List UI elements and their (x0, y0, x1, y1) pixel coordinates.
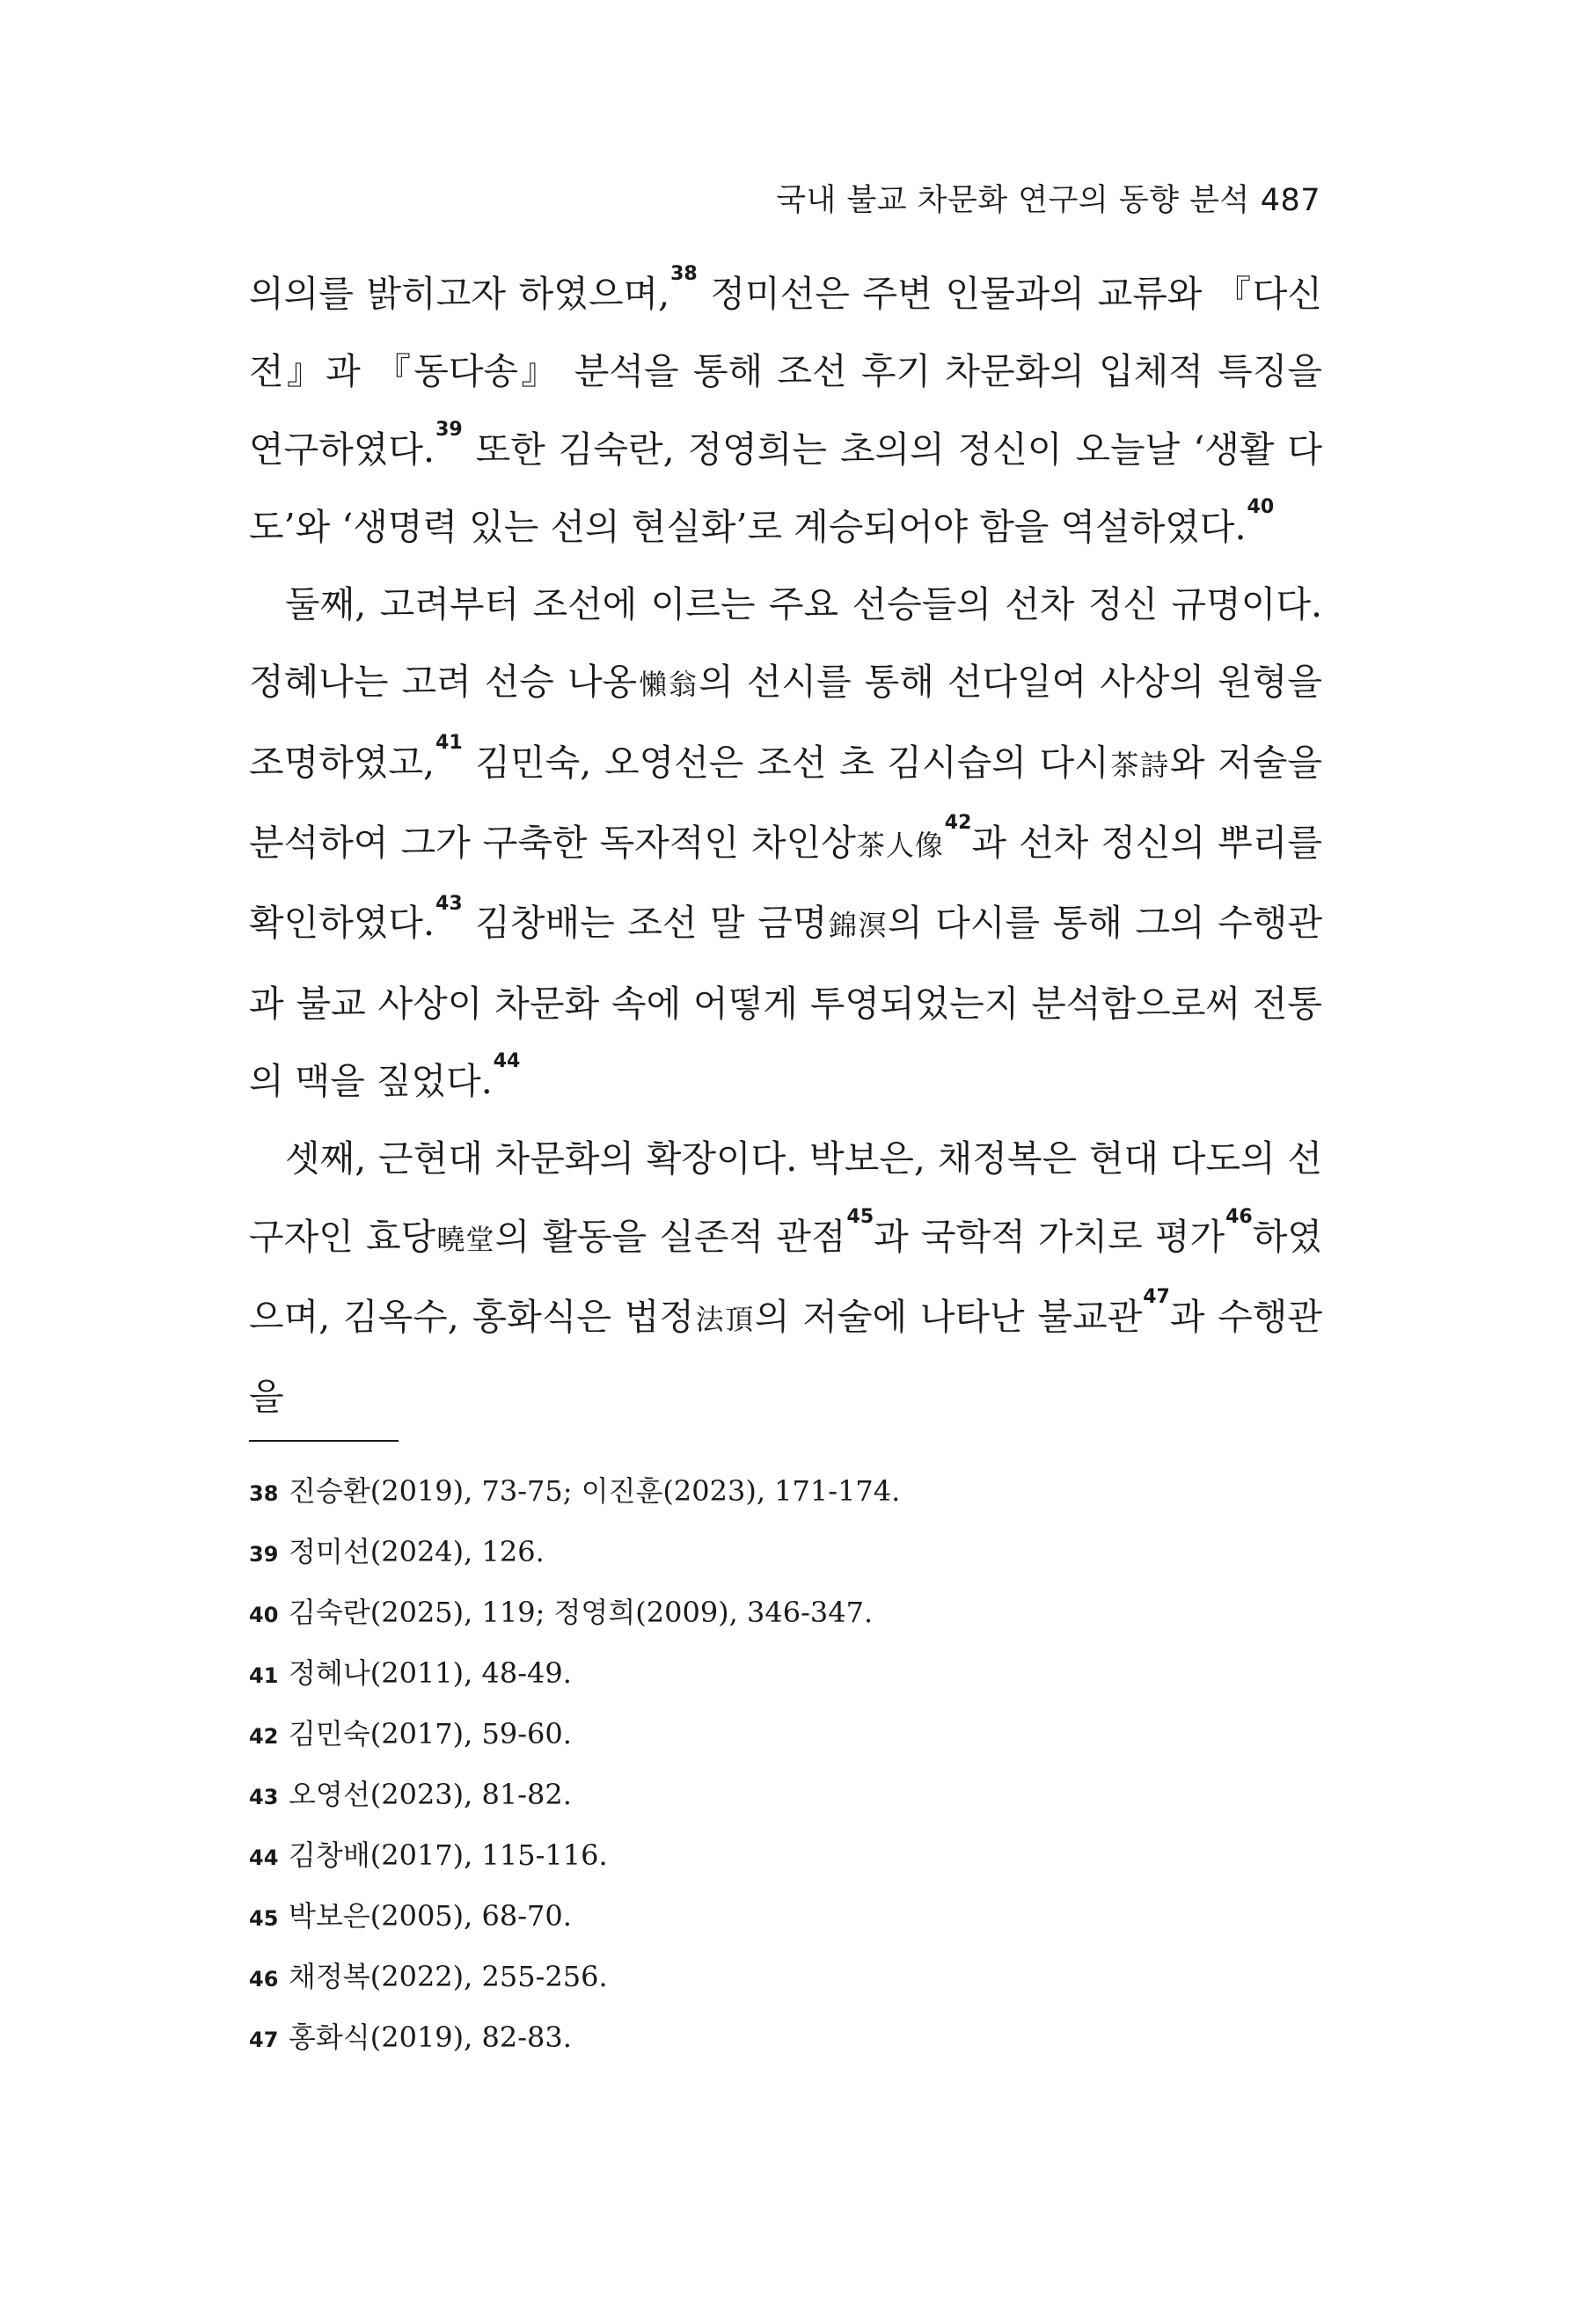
body-text (249, 255, 1322, 1436)
text-run: 셋째, 근현대 차문화의 확장이다. 박보은, 채정복은 현대 다도의 선구자인 효당 (249, 1137, 1322, 1258)
hanja-gloss: 法頂 (693, 1302, 755, 1336)
text-run: 의 저술에 나타난 불교관 (754, 1295, 1143, 1338)
footnote-ref-38[interactable]: 38 (670, 263, 698, 286)
footnote-item (249, 1707, 1322, 1768)
footnote-number: 38 (249, 1481, 279, 1506)
footnote-divider (249, 1440, 399, 1442)
running-header (776, 176, 1320, 220)
text-run: 의의를 밝히고자 하였으며, (249, 273, 670, 315)
paragraph-2 (249, 566, 1322, 1120)
running-title: 국내 불교 차문화 연구의 동향 분석 (776, 183, 1250, 218)
footnote-text: 정미선(2024), 126. (289, 1535, 545, 1568)
paragraph-3 (249, 1120, 1322, 1436)
footnote-ref-47[interactable]: 47 (1143, 1286, 1170, 1309)
footnote-list (249, 1465, 1322, 2072)
text-run: 의 선시를 통해 선다일여 사상의 원형을 조명하였고, (249, 661, 1322, 784)
text-run: 하였으며, 김옥수, 홍화식은 법정 (249, 1215, 1322, 1338)
text-run: 의 활동을 실존적 관점 (494, 1215, 846, 1258)
hanja-gloss: 錦溟 (827, 909, 889, 943)
footnote-text: 김민숙(2017), 59-60. (289, 1717, 572, 1750)
text-run: 또한 김숙란, 정영희는 초의의 정신이 오늘날 ‘생활 다도’와 ‘생명력 있는 선의 현실화’로 계승되어야 함을 역설하였다. (249, 428, 1322, 548)
footnote-number: 45 (249, 1906, 279, 1931)
footnote-number: 47 (249, 2028, 279, 2052)
footnote-item (249, 1465, 1322, 1525)
footnote-item (249, 1829, 1322, 1889)
footnote-number: 44 (249, 1845, 279, 1870)
text-run: 과 국학적 가치로 평가 (874, 1215, 1225, 1258)
footnote-item (249, 1647, 1322, 1707)
text-run: 와 저술을 분석하여 그가 구축한 독자적인 차인상 (249, 741, 1322, 865)
page-number: 487 (1260, 183, 1320, 218)
footnote-number: 40 (249, 1603, 279, 1627)
footnote-text: 채정복(2022), 255-256. (289, 1960, 608, 1993)
footnote-number: 43 (249, 1785, 279, 1809)
footnote-ref-46[interactable]: 46 (1225, 1205, 1253, 1228)
footnote-number: 39 (249, 1542, 279, 1567)
footnote-item (249, 1768, 1322, 1829)
footnote-item (249, 2011, 1322, 2072)
text-run: 의 다시를 통해 그의 수행관과 불교 사상이 차문화 속에 어떻게 투영되었는지 분석함으로써 전통의 맥을 짚었다. (249, 902, 1322, 1102)
footnote-text: 홍화식(2019), 82-83. (289, 2021, 572, 2054)
footnote-ref-45[interactable]: 45 (846, 1205, 874, 1228)
text-run: 과 수행관을 (249, 1295, 1322, 1419)
footnote-text: 김창배(2017), 115-116. (289, 1838, 608, 1872)
footnote-number: 46 (249, 1967, 279, 1991)
paragraph-1 (249, 255, 1322, 566)
footnote-text: 오영선(2023), 81-82. (289, 1778, 572, 1811)
hanja-gloss: 懶翁 (637, 668, 699, 702)
footnote-item (249, 1950, 1322, 2011)
text-run: 김창배는 조선 말 금명 (462, 902, 828, 945)
footnote-text: 김숙란(2025), 119; 정영희(2009), 346-347. (289, 1596, 874, 1629)
footnote-number: 42 (249, 1724, 279, 1749)
text-run: 과 선차 정신의 뿌리를 확인하였다. (249, 822, 1322, 945)
hanja-gloss: 茶詩 (1108, 748, 1170, 782)
footnote-ref-41[interactable]: 41 (435, 732, 463, 755)
footnote-item (249, 1525, 1322, 1586)
footnote-ref-40[interactable]: 40 (1247, 496, 1275, 519)
text-run: 둘째, 고려부터 조선에 이르는 주요 선승들의 선차 정신 규명이다. 정혜나는 고려 선승 나옹 (249, 583, 1322, 704)
text-run: 김민숙, 오영선은 조선 초 김시습의 다시 (462, 741, 1109, 784)
footnote-text: 진승환(2019), 73-75; 이진훈(2023), 171-174. (289, 1474, 901, 1508)
footnote-text: 박보은(2005), 68-70. (289, 1899, 572, 1933)
hanja-gloss: 曉堂 (435, 1222, 495, 1256)
footnote-item (249, 1586, 1322, 1647)
hanja-gloss: 茶人像 (855, 829, 944, 863)
footnote-ref-39[interactable]: 39 (435, 418, 463, 441)
footnote-ref-43[interactable]: 43 (435, 892, 463, 915)
footnote-ref-42[interactable]: 42 (944, 812, 972, 835)
footnote-number: 41 (249, 1663, 279, 1688)
footnote-text: 정혜나(2011), 48-49. (289, 1656, 572, 1690)
footnote-item (249, 1889, 1322, 1950)
text-run: 정미선은 주변 인물과의 교류와 『다신전』과 『동다송』 분석을 통해 조선 후기 차문화의 입체적 특징을 연구하였다. (249, 273, 1322, 471)
footnote-ref-44[interactable]: 44 (493, 1050, 521, 1073)
